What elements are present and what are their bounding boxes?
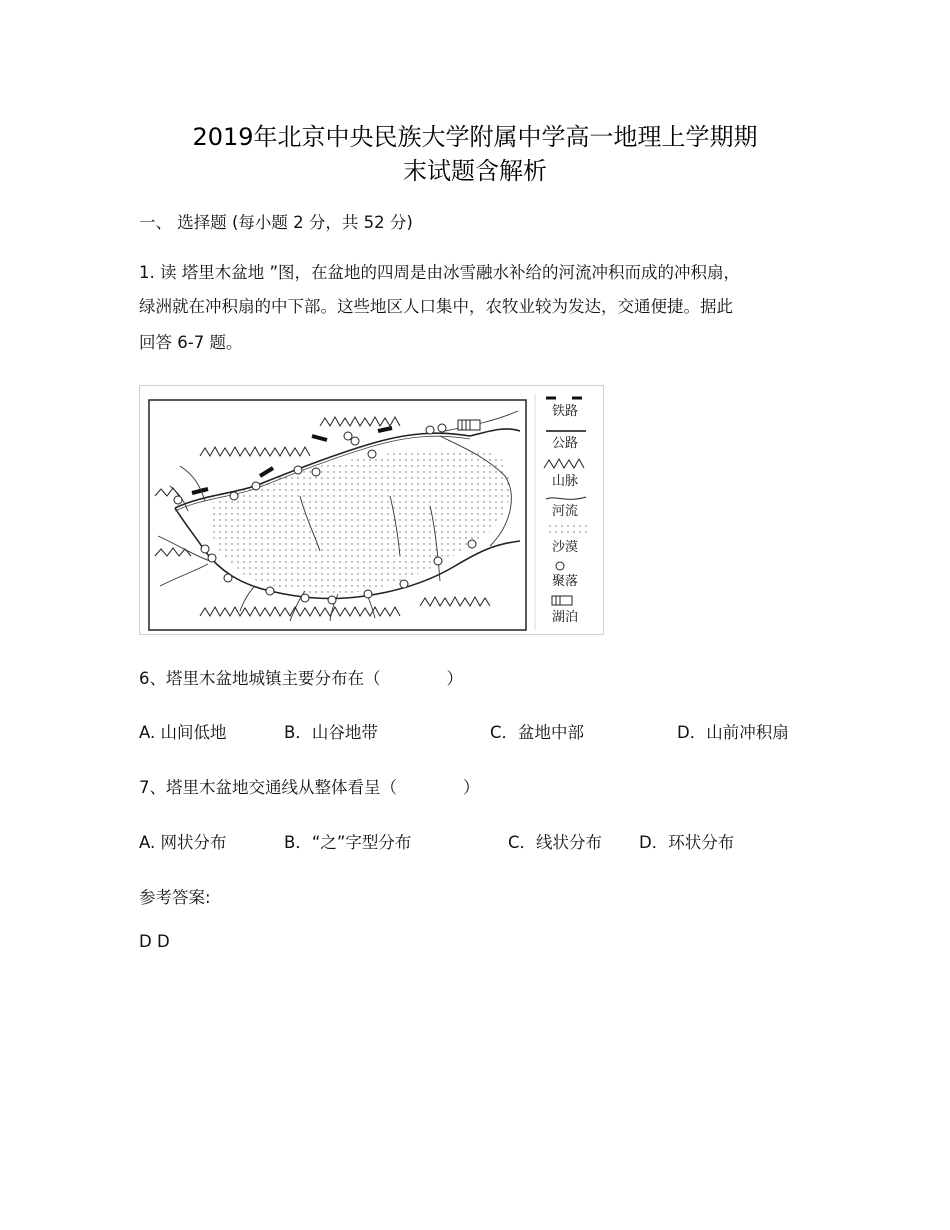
page-title: 2019年北京中央民族大学附属中学高一地理上学期期 <box>192 123 758 151</box>
section-heading: 一、 选择题 (每小题 2 分，共 52 分) <box>139 213 413 232</box>
legend-label-lake: 湖泊 <box>552 610 579 625</box>
question-6-stem: 6、塔里木盆地城镇主要分布在（ ） <box>139 669 463 688</box>
legend-label-railway: 铁路 <box>552 404 579 419</box>
question-intro-line-1: 1. 读 塔里木盆地 ”图，在盆地的四周是由冰雪融水补给的河流冲积而成的冲积扇， <box>139 263 741 282</box>
legend-river-icon <box>546 497 586 499</box>
page-title-continued: 末试题含解析 <box>403 157 547 185</box>
question-7-stem: 7、塔里木盆地交通线从整体看呈（ ） <box>139 778 480 797</box>
question-6-option-d: D．山前冲积扇 <box>677 723 789 742</box>
legend-label-mountain: 山脉 <box>552 474 579 489</box>
answer-label: 参考答案: <box>139 888 211 907</box>
legend-label-river: 河流 <box>552 504 579 519</box>
legend-label-desert: 沙漠 <box>552 540 579 555</box>
legend-label-road: 公路 <box>552 436 579 451</box>
question-7-option-a: A. 网状分布 <box>139 833 227 852</box>
question-7-option-c: C．线状分布 <box>508 833 603 852</box>
legend-settlement-icon <box>556 562 564 570</box>
desert-area <box>209 449 509 594</box>
legend-label-settlement: 聚落 <box>552 574 579 589</box>
legend-mountain-icon <box>544 459 584 468</box>
lake-icon <box>458 420 480 430</box>
legend-desert-icon <box>546 524 588 534</box>
question-intro-line-2: 绿洲就在冲积扇的中下部。这些地区人口集中，农牧业较为发达，交通便捷。据此 <box>139 297 733 316</box>
question-6-option-a: A. 山间低地 <box>139 723 227 742</box>
question-6-option-c: C．盆地中部 <box>490 723 585 742</box>
answer-value: D D <box>139 932 170 951</box>
question-7-option-d: D．环状分布 <box>639 833 735 852</box>
question-6-option-b: B．山谷地带 <box>284 723 378 742</box>
question-intro-line-3: 回答 6-7 题。 <box>139 333 243 352</box>
legend-lake-icon <box>552 596 572 605</box>
question-7-option-b: B．“之”字型分布 <box>284 833 412 852</box>
tarim-basin-map <box>139 385 604 635</box>
